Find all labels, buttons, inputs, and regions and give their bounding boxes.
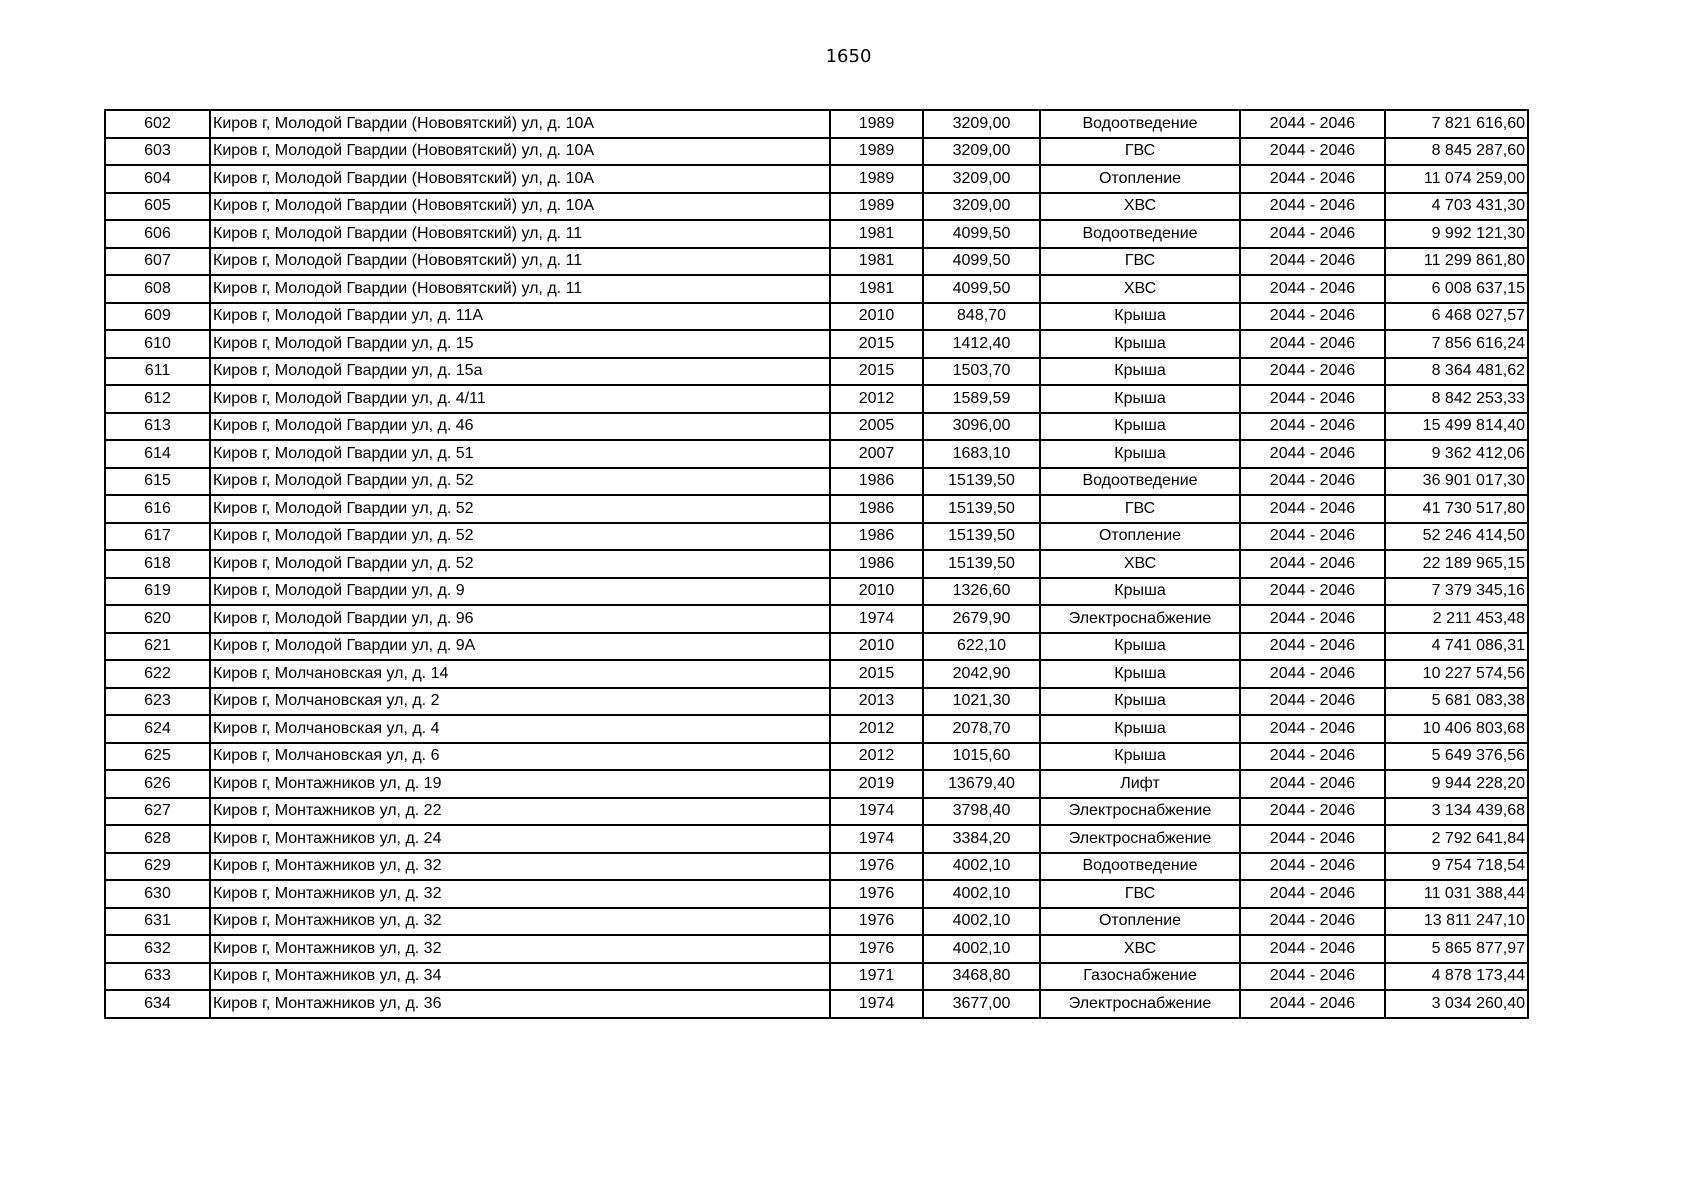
table-row	[105, 990, 1528, 1018]
period-cell: 2044 - 2046	[1240, 660, 1385, 688]
period-cell: 2044 - 2046	[1240, 770, 1385, 798]
row-number-cell: 609	[105, 303, 210, 331]
address-cell: Киров г, Молодой Гвардии ул, д. 52	[210, 523, 830, 551]
row-number-cell: 607	[105, 248, 210, 276]
cost-cell: 15 499 814,40	[1385, 413, 1528, 441]
cost-cell: 3 134 439,68	[1385, 798, 1528, 826]
address-cell: Киров г, Молчановская ул, д. 14	[210, 660, 830, 688]
work-type-cell: Водоотведение	[1040, 110, 1240, 138]
row-number-cell: 626	[105, 770, 210, 798]
cost-cell: 13 811 247,10	[1385, 908, 1528, 936]
table-row	[105, 605, 1528, 633]
row-number-cell: 625	[105, 743, 210, 771]
year-built-cell: 2012	[830, 715, 923, 743]
address-cell: Киров г, Монтажников ул, д. 32	[210, 908, 830, 936]
year-built-cell: 2007	[830, 440, 923, 468]
area-cell: 3096,00	[923, 413, 1040, 441]
period-cell: 2044 - 2046	[1240, 303, 1385, 331]
work-type-cell: Крыша	[1040, 715, 1240, 743]
table-row	[105, 358, 1528, 386]
period-cell: 2044 - 2046	[1240, 468, 1385, 496]
address-cell: Киров г, Молодой Гвардии ул, д. 46	[210, 413, 830, 441]
table-row	[105, 248, 1528, 276]
table-row	[105, 743, 1528, 771]
cost-cell: 5 865 877,97	[1385, 935, 1528, 963]
area-cell: 15139,50	[923, 550, 1040, 578]
row-number-cell: 630	[105, 880, 210, 908]
table-row	[105, 330, 1528, 358]
row-number-cell: 604	[105, 165, 210, 193]
year-built-cell: 1974	[830, 798, 923, 826]
work-type-cell: Газоснабжение	[1040, 963, 1240, 991]
table-row	[105, 880, 1528, 908]
year-built-cell: 1989	[830, 138, 923, 166]
address-cell: Киров г, Монтажников ул, д. 19	[210, 770, 830, 798]
work-type-cell: ГВС	[1040, 248, 1240, 276]
area-cell: 1326,60	[923, 578, 1040, 606]
work-type-cell: ХВС	[1040, 550, 1240, 578]
table-row	[105, 798, 1528, 826]
row-number-cell: 610	[105, 330, 210, 358]
row-number-cell: 632	[105, 935, 210, 963]
period-cell: 2044 - 2046	[1240, 385, 1385, 413]
address-cell: Киров г, Молодой Гвардии (Нововятский) ул, д. 11	[210, 248, 830, 276]
year-built-cell: 2019	[830, 770, 923, 798]
work-type-cell: Крыша	[1040, 578, 1240, 606]
cost-cell: 9 992 121,30	[1385, 220, 1528, 248]
year-built-cell: 1971	[830, 963, 923, 991]
address-cell: Киров г, Молодой Гвардии ул, д. 9А	[210, 633, 830, 661]
work-type-cell: ГВС	[1040, 880, 1240, 908]
cost-cell: 11 299 861,80	[1385, 248, 1528, 276]
period-cell: 2044 - 2046	[1240, 908, 1385, 936]
area-cell: 4002,10	[923, 880, 1040, 908]
year-built-cell: 1986	[830, 468, 923, 496]
row-number-cell: 613	[105, 413, 210, 441]
cost-cell: 8 845 287,60	[1385, 138, 1528, 166]
row-number-cell: 606	[105, 220, 210, 248]
table-row	[105, 825, 1528, 853]
year-built-cell: 1986	[830, 495, 923, 523]
table-row	[105, 853, 1528, 881]
table-row	[105, 578, 1528, 606]
area-cell: 15139,50	[923, 495, 1040, 523]
work-type-cell: Отопление	[1040, 165, 1240, 193]
row-number-cell: 618	[105, 550, 210, 578]
table-row	[105, 688, 1528, 716]
cost-cell: 36 901 017,30	[1385, 468, 1528, 496]
work-type-cell: Водоотведение	[1040, 220, 1240, 248]
work-type-cell: ГВС	[1040, 138, 1240, 166]
area-cell: 1683,10	[923, 440, 1040, 468]
period-cell: 2044 - 2046	[1240, 523, 1385, 551]
area-cell: 3384,20	[923, 825, 1040, 853]
period-cell: 2044 - 2046	[1240, 193, 1385, 221]
table-row	[105, 193, 1528, 221]
cost-cell: 41 730 517,80	[1385, 495, 1528, 523]
table-row	[105, 523, 1528, 551]
period-cell: 2044 - 2046	[1240, 165, 1385, 193]
address-cell: Киров г, Монтажников ул, д. 22	[210, 798, 830, 826]
cost-cell: 4 703 431,30	[1385, 193, 1528, 221]
table-row	[105, 275, 1528, 303]
period-cell: 2044 - 2046	[1240, 550, 1385, 578]
work-type-cell: ХВС	[1040, 193, 1240, 221]
area-cell: 4002,10	[923, 935, 1040, 963]
year-built-cell: 2015	[830, 358, 923, 386]
cost-cell: 9 362 412,06	[1385, 440, 1528, 468]
year-built-cell: 1976	[830, 853, 923, 881]
address-cell: Киров г, Молодой Гвардии (Нововятский) ул, д. 10А	[210, 193, 830, 221]
address-cell: Киров г, Молодой Гвардии ул, д. 51	[210, 440, 830, 468]
period-cell: 2044 - 2046	[1240, 798, 1385, 826]
area-cell: 4002,10	[923, 908, 1040, 936]
area-cell: 1412,40	[923, 330, 1040, 358]
cost-cell: 7 856 616,24	[1385, 330, 1528, 358]
year-built-cell: 2012	[830, 385, 923, 413]
row-number-cell: 627	[105, 798, 210, 826]
row-number-cell: 617	[105, 523, 210, 551]
area-cell: 3798,40	[923, 798, 1040, 826]
row-number-cell: 620	[105, 605, 210, 633]
address-cell: Киров г, Молодой Гвардии ул, д. 15а	[210, 358, 830, 386]
period-cell: 2044 - 2046	[1240, 110, 1385, 138]
cost-cell: 2 211 453,48	[1385, 605, 1528, 633]
cost-cell: 8 842 253,33	[1385, 385, 1528, 413]
address-cell: Киров г, Молчановская ул, д. 6	[210, 743, 830, 771]
year-built-cell: 1976	[830, 935, 923, 963]
work-type-cell: Водоотведение	[1040, 468, 1240, 496]
period-cell: 2044 - 2046	[1240, 495, 1385, 523]
period-cell: 2044 - 2046	[1240, 275, 1385, 303]
year-built-cell: 1976	[830, 880, 923, 908]
registry-table-body	[105, 110, 1528, 1018]
table-row	[105, 908, 1528, 936]
work-type-cell: Крыша	[1040, 358, 1240, 386]
cost-cell: 22 189 965,15	[1385, 550, 1528, 578]
cost-cell: 10 227 574,56	[1385, 660, 1528, 688]
period-cell: 2044 - 2046	[1240, 715, 1385, 743]
year-built-cell: 1986	[830, 550, 923, 578]
address-cell: Киров г, Монтажников ул, д. 34	[210, 963, 830, 991]
address-cell: Киров г, Молодой Гвардии ул, д. 4/11	[210, 385, 830, 413]
work-type-cell: Электроснабжение	[1040, 825, 1240, 853]
period-cell: 2044 - 2046	[1240, 330, 1385, 358]
row-number-cell: 624	[105, 715, 210, 743]
period-cell: 2044 - 2046	[1240, 440, 1385, 468]
year-built-cell: 2015	[830, 330, 923, 358]
area-cell: 4099,50	[923, 220, 1040, 248]
table-row	[105, 715, 1528, 743]
cost-cell: 6 468 027,57	[1385, 303, 1528, 331]
row-number-cell: 628	[105, 825, 210, 853]
table-row	[105, 770, 1528, 798]
area-cell: 1021,30	[923, 688, 1040, 716]
address-cell: Киров г, Молодой Гвардии (Нововятский) ул, д. 11	[210, 275, 830, 303]
address-cell: Киров г, Монтажников ул, д. 32	[210, 935, 830, 963]
row-number-cell: 619	[105, 578, 210, 606]
work-type-cell: Крыша	[1040, 440, 1240, 468]
address-cell: Киров г, Молодой Гвардии (Нововятский) ул, д. 10А	[210, 110, 830, 138]
cost-cell: 10 406 803,68	[1385, 715, 1528, 743]
area-cell: 622,10	[923, 633, 1040, 661]
row-number-cell: 633	[105, 963, 210, 991]
area-cell: 3677,00	[923, 990, 1040, 1018]
area-cell: 3209,00	[923, 138, 1040, 166]
area-cell: 1589,59	[923, 385, 1040, 413]
period-cell: 2044 - 2046	[1240, 880, 1385, 908]
table-row	[105, 550, 1528, 578]
area-cell: 2042,90	[923, 660, 1040, 688]
work-type-cell: ГВС	[1040, 495, 1240, 523]
address-cell: Киров г, Молчановская ул, д. 4	[210, 715, 830, 743]
row-number-cell: 602	[105, 110, 210, 138]
area-cell: 15139,50	[923, 523, 1040, 551]
table-row	[105, 385, 1528, 413]
page-number: 1650	[825, 46, 872, 67]
row-number-cell: 614	[105, 440, 210, 468]
address-cell: Киров г, Молодой Гвардии (Нововятский) ул, д. 10А	[210, 165, 830, 193]
address-cell: Киров г, Молодой Гвардии (Нововятский) ул, д. 11	[210, 220, 830, 248]
work-type-cell: Электроснабжение	[1040, 798, 1240, 826]
period-cell: 2044 - 2046	[1240, 248, 1385, 276]
cost-cell: 7 379 345,16	[1385, 578, 1528, 606]
cost-cell: 4 741 086,31	[1385, 633, 1528, 661]
address-cell: Киров г, Монтажников ул, д. 24	[210, 825, 830, 853]
address-cell: Киров г, Молодой Гвардии (Нововятский) ул, д. 10А	[210, 138, 830, 166]
address-cell: Киров г, Молодой Гвардии ул, д. 52	[210, 495, 830, 523]
period-cell: 2044 - 2046	[1240, 743, 1385, 771]
row-number-cell: 623	[105, 688, 210, 716]
cost-cell: 11 031 388,44	[1385, 880, 1528, 908]
area-cell: 13679,40	[923, 770, 1040, 798]
row-number-cell: 622	[105, 660, 210, 688]
period-cell: 2044 - 2046	[1240, 853, 1385, 881]
table-row	[105, 165, 1528, 193]
year-built-cell: 1989	[830, 110, 923, 138]
work-type-cell: ХВС	[1040, 275, 1240, 303]
year-built-cell: 2012	[830, 743, 923, 771]
row-number-cell: 612	[105, 385, 210, 413]
address-cell: Киров г, Молодой Гвардии ул, д. 52	[210, 468, 830, 496]
row-number-cell: 631	[105, 908, 210, 936]
cost-cell: 52 246 414,50	[1385, 523, 1528, 551]
work-type-cell: Крыша	[1040, 688, 1240, 716]
table-row	[105, 660, 1528, 688]
area-cell: 2679,90	[923, 605, 1040, 633]
table-row	[105, 633, 1528, 661]
address-cell: Киров г, Монтажников ул, д. 36	[210, 990, 830, 1018]
work-type-cell: Отопление	[1040, 908, 1240, 936]
row-number-cell: 634	[105, 990, 210, 1018]
row-number-cell: 605	[105, 193, 210, 221]
address-cell: Киров г, Молодой Гвардии ул, д. 96	[210, 605, 830, 633]
year-built-cell: 2013	[830, 688, 923, 716]
period-cell: 2044 - 2046	[1240, 825, 1385, 853]
area-cell: 1503,70	[923, 358, 1040, 386]
work-type-cell: Крыша	[1040, 330, 1240, 358]
area-cell: 15139,50	[923, 468, 1040, 496]
year-built-cell: 2010	[830, 578, 923, 606]
work-type-cell: Крыша	[1040, 633, 1240, 661]
year-built-cell: 1974	[830, 605, 923, 633]
cost-cell: 5 681 083,38	[1385, 688, 1528, 716]
area-cell: 1015,60	[923, 743, 1040, 771]
year-built-cell: 2005	[830, 413, 923, 441]
row-number-cell: 615	[105, 468, 210, 496]
table-row	[105, 110, 1528, 138]
area-cell: 4099,50	[923, 275, 1040, 303]
year-built-cell: 1986	[830, 523, 923, 551]
work-type-cell: Электроснабжение	[1040, 605, 1240, 633]
year-built-cell: 2010	[830, 303, 923, 331]
table-row	[105, 303, 1528, 331]
address-cell: Киров г, Монтажников ул, д. 32	[210, 853, 830, 881]
address-cell: Киров г, Молодой Гвардии ул, д. 11А	[210, 303, 830, 331]
row-number-cell: 616	[105, 495, 210, 523]
period-cell: 2044 - 2046	[1240, 138, 1385, 166]
table-row	[105, 963, 1528, 991]
cost-cell: 7 821 616,60	[1385, 110, 1528, 138]
year-built-cell: 1981	[830, 220, 923, 248]
work-type-cell: Водоотведение	[1040, 853, 1240, 881]
cost-cell: 9 944 228,20	[1385, 770, 1528, 798]
period-cell: 2044 - 2046	[1240, 220, 1385, 248]
period-cell: 2044 - 2046	[1240, 358, 1385, 386]
table-row	[105, 935, 1528, 963]
row-number-cell: 629	[105, 853, 210, 881]
work-type-cell: Отопление	[1040, 523, 1240, 551]
year-built-cell: 1989	[830, 193, 923, 221]
row-number-cell: 611	[105, 358, 210, 386]
period-cell: 2044 - 2046	[1240, 413, 1385, 441]
row-number-cell: 608	[105, 275, 210, 303]
address-cell: Киров г, Молодой Гвардии ул, д. 9	[210, 578, 830, 606]
year-built-cell: 1976	[830, 908, 923, 936]
table-row	[105, 495, 1528, 523]
period-cell: 2044 - 2046	[1240, 633, 1385, 661]
table-row	[105, 413, 1528, 441]
address-cell: Киров г, Молчановская ул, д. 2	[210, 688, 830, 716]
cost-cell: 8 364 481,62	[1385, 358, 1528, 386]
registry-table	[104, 109, 1529, 1019]
area-cell: 3209,00	[923, 110, 1040, 138]
year-built-cell: 1974	[830, 990, 923, 1018]
cost-cell: 5 649 376,56	[1385, 743, 1528, 771]
work-type-cell: Крыша	[1040, 413, 1240, 441]
address-cell: Киров г, Молодой Гвардии ул, д. 52	[210, 550, 830, 578]
area-cell: 4099,50	[923, 248, 1040, 276]
year-built-cell: 1974	[830, 825, 923, 853]
period-cell: 2044 - 2046	[1240, 578, 1385, 606]
cost-cell: 9 754 718,54	[1385, 853, 1528, 881]
cost-cell: 2 792 641,84	[1385, 825, 1528, 853]
area-cell: 2078,70	[923, 715, 1040, 743]
address-cell: Киров г, Молодой Гвардии ул, д. 15	[210, 330, 830, 358]
year-built-cell: 2015	[830, 660, 923, 688]
cost-cell: 3 034 260,40	[1385, 990, 1528, 1018]
area-cell: 3209,00	[923, 193, 1040, 221]
work-type-cell: Крыша	[1040, 660, 1240, 688]
area-cell: 3209,00	[923, 165, 1040, 193]
period-cell: 2044 - 2046	[1240, 963, 1385, 991]
work-type-cell: ХВС	[1040, 935, 1240, 963]
area-cell: 4002,10	[923, 853, 1040, 881]
address-cell: Киров г, Монтажников ул, д. 32	[210, 880, 830, 908]
period-cell: 2044 - 2046	[1240, 688, 1385, 716]
year-built-cell: 1989	[830, 165, 923, 193]
year-built-cell: 1981	[830, 275, 923, 303]
area-cell: 848,70	[923, 303, 1040, 331]
row-number-cell: 621	[105, 633, 210, 661]
period-cell: 2044 - 2046	[1240, 605, 1385, 633]
cost-cell: 6 008 637,15	[1385, 275, 1528, 303]
table-row	[105, 440, 1528, 468]
table-row	[105, 220, 1528, 248]
period-cell: 2044 - 2046	[1240, 935, 1385, 963]
work-type-cell: Крыша	[1040, 743, 1240, 771]
work-type-cell: Крыша	[1040, 303, 1240, 331]
area-cell: 3468,80	[923, 963, 1040, 991]
period-cell: 2044 - 2046	[1240, 990, 1385, 1018]
table-row	[105, 138, 1528, 166]
work-type-cell: Лифт	[1040, 770, 1240, 798]
work-type-cell: Крыша	[1040, 385, 1240, 413]
year-built-cell: 2010	[830, 633, 923, 661]
table-row	[105, 468, 1528, 496]
cost-cell: 4 878 173,44	[1385, 963, 1528, 991]
row-number-cell: 603	[105, 138, 210, 166]
cost-cell: 11 074 259,00	[1385, 165, 1528, 193]
year-built-cell: 1981	[830, 248, 923, 276]
work-type-cell: Электроснабжение	[1040, 990, 1240, 1018]
